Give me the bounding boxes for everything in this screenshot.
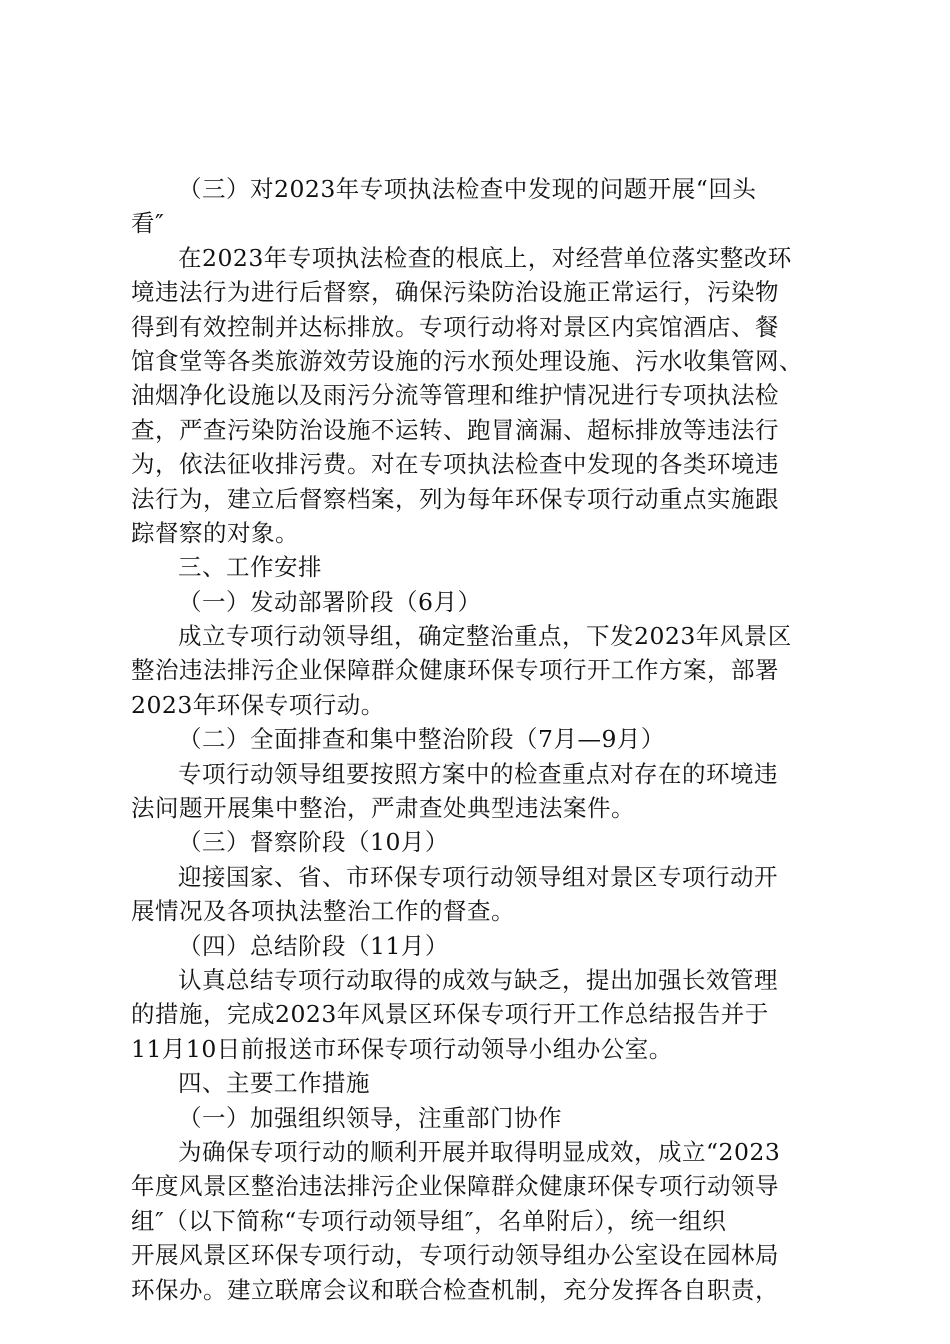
text-line: 环保办。建立联席会议和联合检查机制，充分发挥各自职责，	[131, 1275, 779, 1304]
text-line: （一）加强组织领导，注重部门协作	[178, 1103, 562, 1132]
text-line: 的措施，完成2023年风景区环保专项行开工作总结报告并于	[131, 1000, 769, 1029]
text-line: 馆食堂等各类旅游效劳设施的污水预处理设施、污水收集管网、	[131, 346, 803, 375]
text-line: （二）全面排查和集中整治阶段（7月—9月）	[178, 725, 665, 754]
text-line: 2023年环保专项行动。	[131, 690, 385, 719]
text-line: 境违法行为进行后督察，确保污染防治设施正常运行，污染物	[131, 278, 779, 307]
text-line: 法行为，建立后督察档案，列为每年环保专项行动重点实施跟	[131, 484, 779, 513]
text-line: 油烟净化设施以及雨污分流等管理和维护情况进行专项执法检	[131, 381, 779, 410]
document-body	[131, 172, 831, 1307]
text-line: （四）总结阶段（11月）	[178, 931, 449, 960]
text-line: 认真总结专项行动取得的成效与缺乏，提出加强长效管理	[178, 965, 778, 994]
text-line: 四、主要工作措施	[178, 1069, 370, 1098]
text-line: 迎接国家、省、市环保专项行动领导组对景区专项行动开	[178, 862, 778, 891]
text-line: 成立专项行动领导组，确定整治重点，下发2023年风景区	[178, 622, 792, 651]
text-line: 为，依法征收排污费。对在专项执法检查中发现的各类环境违	[131, 450, 779, 479]
text-line: （三）督察阶段（10月）	[178, 828, 449, 857]
text-line: 在2023年专项执法检查的根底上，对经营单位落实整改环	[178, 243, 792, 272]
text-line: 组″（以下简称“专项行动领导组″，名单附后），统一组织	[131, 1206, 727, 1235]
text-line: 为确保专项行动的顺利开展并取得明显成效，成立“2023	[178, 1137, 781, 1166]
text-line: （三）对2023年专项执法检查中发现的问题开展“回头	[178, 175, 757, 203]
text-line: 法问题开展集中整治，严肃查处典型违法案件。	[131, 794, 635, 823]
text-line: 看″	[131, 209, 165, 238]
text-line: 整治违法排污企业保障群众健康环保专项行开工作方案，部署	[131, 656, 779, 685]
text-line: 踪督察的对象。	[131, 518, 299, 547]
text-line: 展情况及各项执法整治工作的督查。	[131, 897, 515, 926]
text-line: 得到有效控制并达标排放。专项行动将对景区内宾馆酒店、餐	[131, 312, 779, 341]
text-line: （一）发动部署阶段（6月）	[178, 587, 482, 616]
text-line: 11月10日前报送市环保专项行动领导小组办公室。	[131, 1034, 673, 1063]
text-line: 开展风景区环保专项行动，专项行动领导组办公室设在园林局	[131, 1241, 779, 1270]
text-line: 专项行动领导组要按照方案中的检查重点对存在的环境违	[178, 759, 778, 788]
text-line: 查，严查污染防治设施不运转、跑冒滴漏、超标排放等违法行	[131, 415, 779, 444]
text-line: 三、工作安排	[178, 553, 322, 582]
text-line: 年度风景区整治违法排污企业保障群众健康环保专项行动领导	[131, 1172, 779, 1201]
